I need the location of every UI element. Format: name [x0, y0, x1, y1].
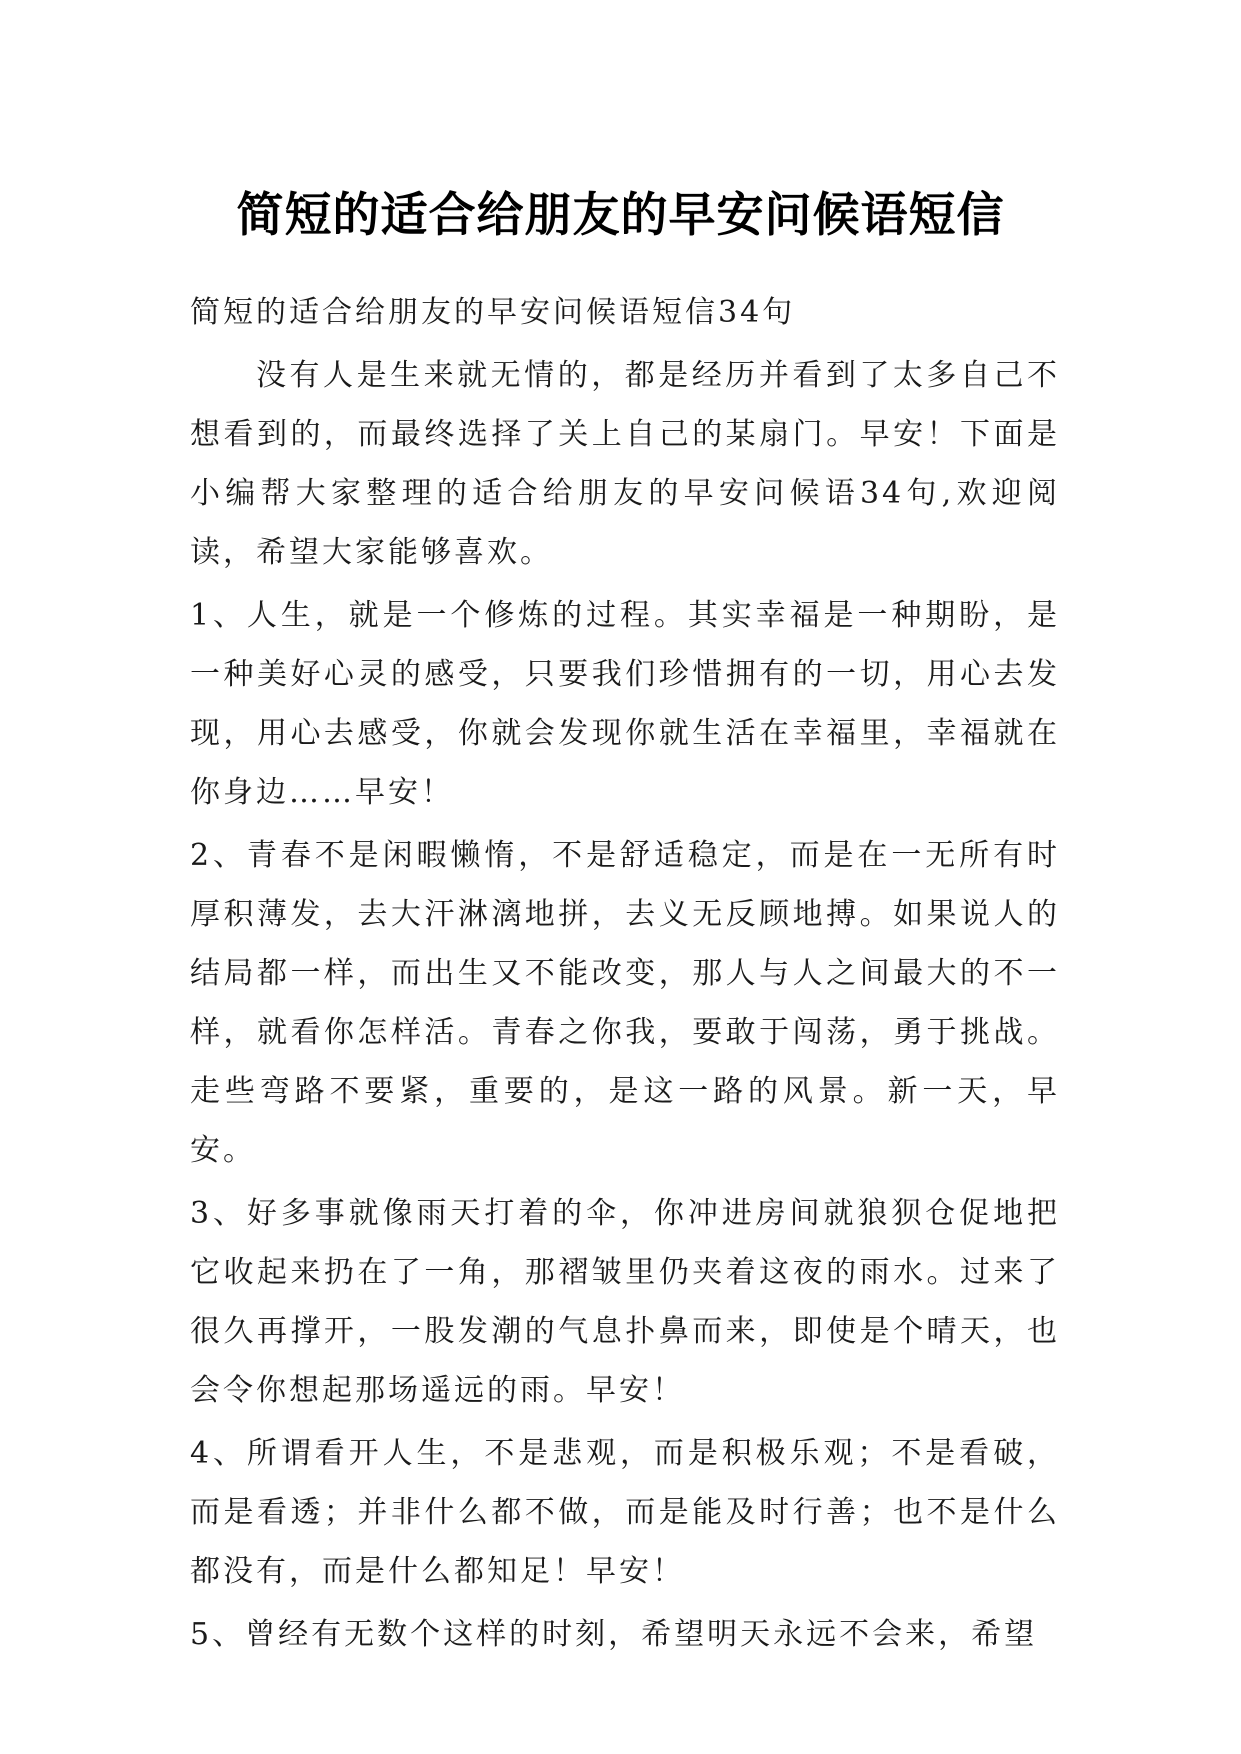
list-item: 3、好多事就像雨天打着的伞，你冲进房间就狼狈仓促地把它收起来扔在了一角，那褶皱里仍夹着这夜的雨水。过来了很久再撑开，一股发潮的气息扑鼻而来，即使是个晴天，也会令你想起那场遥远的雨。早安！ — [190, 1196, 1060, 1408]
list-item: 4、所谓看开人生，不是悲观，而是积极乐观；不是看破，而是看透；并非什么都不做，而是能及时行善；也不是什么都没有，而是什么都知足！早安！ — [190, 1436, 1060, 1589]
intro-paragraph: 没有人是生来就无情的，都是经历并看到了太多自己不想看到的，而最终选择了关上自己的某扇门。早安！下面是小编帮大家整理的适合给朋友的早安问候语34句,欢迎阅读，希望大家能够喜欢。 — [190, 358, 1060, 570]
document-subtitle: 简短的适合给朋友的早安问候语短信34句 — [190, 295, 796, 330]
list-item: 2、青春不是闲暇懒惰，不是舒适稳定，而是在一无所有时厚积薄发，去大汗淋漓地拼，去义无反顾地搏。如果说人的结局都一样，而出生又不能改变，那人与人之间最大的不一样，就看你怎样活。青春之你我，要敢于闯荡，勇于挑战。走些弯路不要紧，重要的，是这一路的风景。新一天，早安。 — [190, 838, 1060, 1168]
document-body — [190, 283, 1060, 1664]
list-item: 5、曾经有无数个这样的时刻，希望明天永远不会来，希望 — [190, 1617, 1038, 1652]
list-item: 1、人生，就是一个修炼的过程。其实幸福是一种期盼，是一种美好心灵的感受，只要我们珍惜拥有的一切，用心去发现，用心去感受，你就会发现你就生活在幸福里，幸福就在你身边……早安！ — [190, 598, 1060, 810]
document-title: 简短的适合给朋友的早安问候语短信 — [236, 188, 1005, 244]
